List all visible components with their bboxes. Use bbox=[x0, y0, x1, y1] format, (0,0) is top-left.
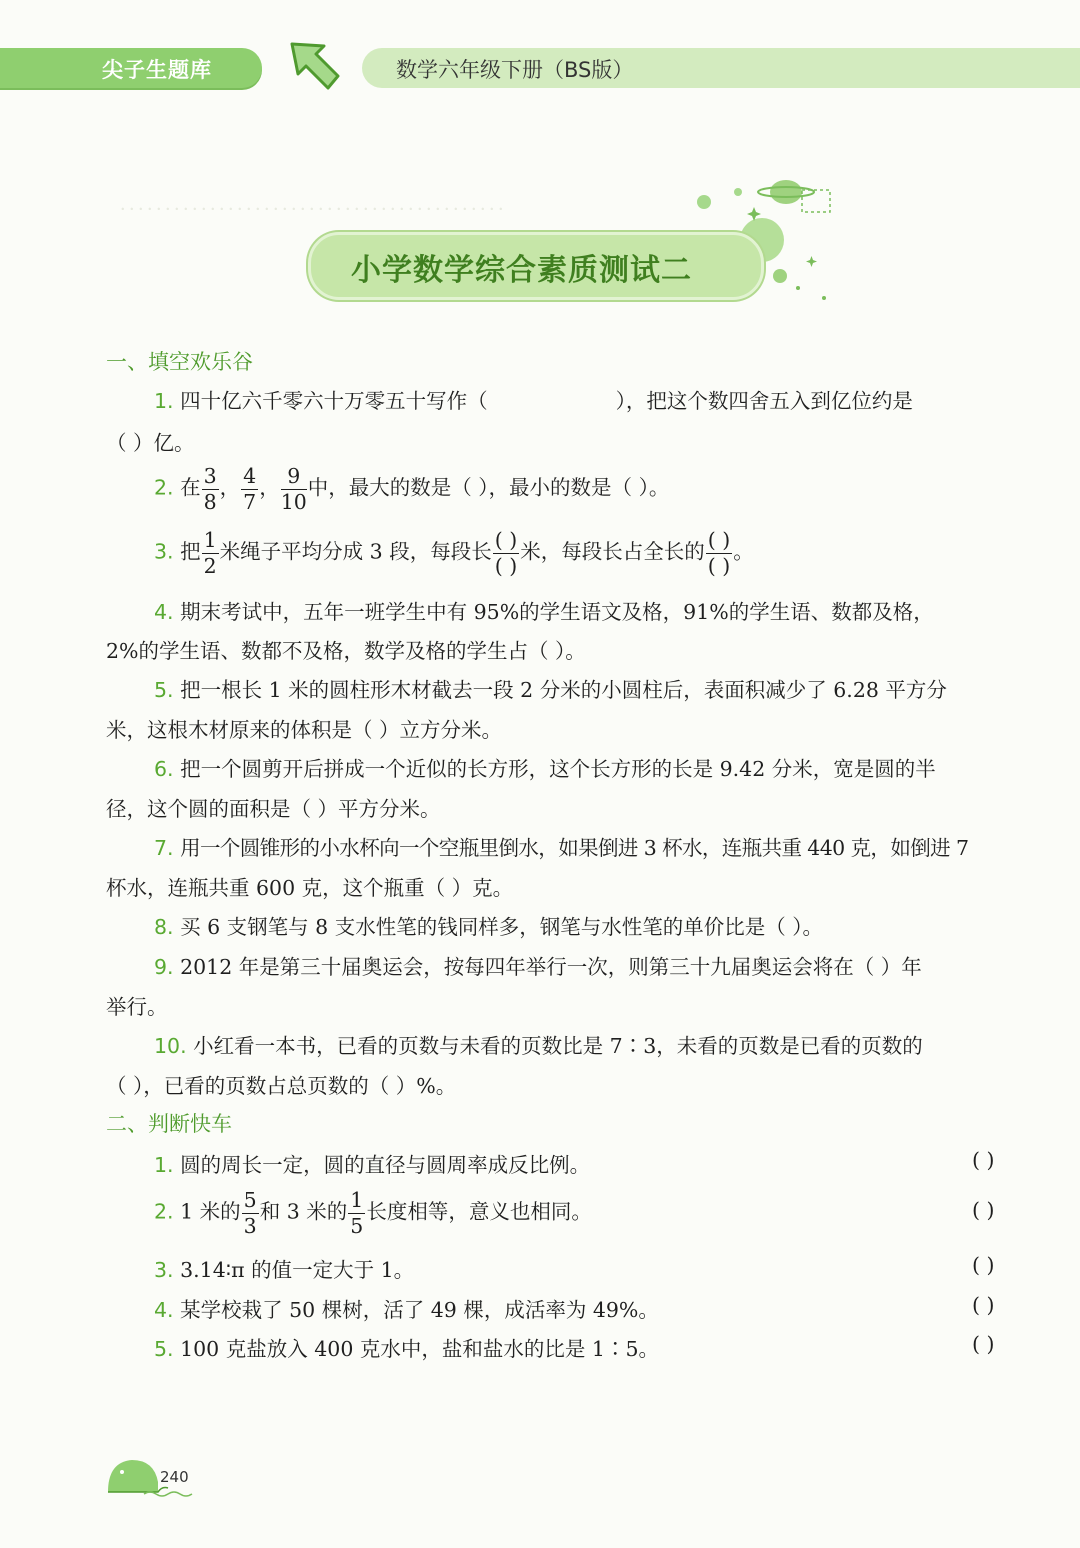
denominator-blank: ( ) bbox=[494, 553, 518, 578]
question-text: 某学校栽了 50 棵树，活了 49 棵，成活率为 49%。 bbox=[180, 1298, 659, 1322]
question-text: 100 克盐放入 400 克水中，盐和盐水的比是 1∶5。 bbox=[180, 1337, 659, 1361]
question-number: 9. bbox=[154, 955, 174, 979]
question-text: 和 3 米的 bbox=[259, 1199, 348, 1224]
arrow-icon bbox=[284, 36, 348, 96]
numerator: 5 bbox=[243, 1188, 257, 1212]
judge-item-4 bbox=[154, 1293, 659, 1323]
answer-bracket[interactable]: ( ) bbox=[972, 1198, 995, 1222]
answer-bracket[interactable]: ( ) bbox=[972, 1293, 995, 1317]
separator: ， bbox=[259, 475, 280, 500]
fraction bbox=[202, 466, 219, 512]
judge-item-2 bbox=[154, 1190, 592, 1236]
question-number: 4. bbox=[154, 1298, 174, 1322]
question-text: 2012 年是第三十届奥运会，按每四年举行一次，则第三十九届奥运会将在（ ）年 bbox=[180, 955, 922, 979]
book-label: 数学六年级下册（BS版） bbox=[396, 58, 634, 82]
fraction bbox=[348, 1190, 365, 1236]
denominator: 2 bbox=[203, 553, 217, 578]
numerator-blank: ( ) bbox=[494, 528, 518, 552]
question-text: 买 6 支钢笔与 8 支水性笔的钱同样多，钢笔与水性笔的单价比是（ ）。 bbox=[180, 915, 824, 939]
question-3 bbox=[154, 530, 754, 576]
test-title-banner bbox=[308, 232, 764, 300]
question-text: ），把这个数四舍五入到亿位约是 bbox=[615, 389, 913, 413]
question-10-line-2: （ ），已看的页数占总页数的（ ）%。 bbox=[106, 1074, 457, 1098]
bleed-through-text bbox=[120, 190, 516, 216]
header-brand-tab bbox=[0, 48, 262, 88]
question-number: 2. bbox=[154, 1199, 174, 1224]
question-4-line-2: 2%的学生语、数都不及格，数学及格的学生占（ ）。 bbox=[106, 639, 586, 663]
question-text: 。 bbox=[733, 539, 754, 564]
answer-bracket[interactable]: ( ) bbox=[972, 1148, 995, 1172]
question-text: 四十亿六千零六十万零五十写作（ bbox=[180, 389, 488, 413]
test-title: 小学数学综合素质测试二 bbox=[351, 253, 692, 288]
question-text: 在 bbox=[180, 475, 201, 500]
question-number: 5. bbox=[154, 1337, 174, 1361]
denominator: 7 bbox=[243, 489, 257, 514]
judge-item-1 bbox=[154, 1148, 590, 1178]
question-text: 期末考试中，五年一班学生中有 95%的学生语文及格，91%的学生语、数都及格， bbox=[180, 600, 934, 624]
question-6-line-2: 径，这个圆的面积是（ ）平方分米。 bbox=[106, 797, 441, 821]
numerator: 1 bbox=[350, 1188, 364, 1212]
question-text: 米，每段长占全长的 bbox=[520, 539, 705, 564]
brand-label: 尖子生题库 bbox=[102, 58, 212, 82]
question-number: 10. bbox=[154, 1034, 187, 1058]
denominator: 8 bbox=[203, 489, 217, 514]
question-text: 用一个圆锥形的小水杯向一个空瓶里倒水，如果倒进 3 杯水，连瓶共重 440 克，如倒进 7 bbox=[180, 836, 969, 860]
fraction-blank[interactable] bbox=[493, 530, 520, 576]
question-1-line-2: （ ）亿。 bbox=[106, 431, 195, 455]
fraction bbox=[242, 1190, 259, 1236]
bleed-line: ．．．．．．．．．．．．．．．．．．．．．．．．．．．．．．．．．．．．．．．．．．． bbox=[120, 194, 516, 215]
denominator: 5 bbox=[350, 1213, 364, 1238]
header-book-tab bbox=[362, 48, 1080, 88]
question-text: 1 米的 bbox=[180, 1199, 241, 1224]
question-number: 4. bbox=[154, 600, 174, 624]
question-5-line-1 bbox=[154, 673, 947, 703]
question-text: 米绳子平均分成 3 段，每段长 bbox=[219, 539, 492, 564]
question-number: 3. bbox=[154, 1258, 174, 1282]
denominator-blank: ( ) bbox=[707, 553, 731, 578]
question-text: 中，最大的数是（ ），最小的数是（ ）。 bbox=[307, 475, 670, 500]
question-9-line-1 bbox=[154, 950, 922, 980]
question-number: 5. bbox=[154, 678, 174, 702]
fraction bbox=[202, 530, 219, 576]
fraction-blank[interactable] bbox=[706, 530, 733, 576]
question-text: 圆的周长一定，圆的直径与圆周率成反比例。 bbox=[180, 1153, 591, 1177]
question-number: 1. bbox=[154, 1153, 174, 1177]
question-number: 6. bbox=[154, 757, 174, 781]
section-heading-true-false: 二、判断快车 bbox=[106, 1112, 232, 1136]
denominator: 10 bbox=[280, 489, 307, 514]
question-number: 8. bbox=[154, 915, 174, 939]
question-number: 2. bbox=[154, 475, 174, 500]
question-text: 3.14∶π 的值一定大于 1。 bbox=[180, 1258, 415, 1282]
judge-item-5 bbox=[154, 1332, 659, 1362]
section-heading-fill-in: 一、填空欢乐谷 bbox=[106, 350, 253, 374]
answer-bracket[interactable]: ( ) bbox=[972, 1253, 995, 1277]
question-text: 小红看一本书，已看的页数与未看的页数比是 7∶3，未看的页数是已看的页数的 bbox=[193, 1034, 923, 1058]
numerator: 1 bbox=[203, 528, 217, 552]
question-8 bbox=[154, 910, 823, 940]
numerator-blank: ( ) bbox=[707, 528, 731, 552]
fraction bbox=[241, 466, 258, 512]
question-4-line-1 bbox=[154, 595, 934, 625]
question-text: 把 bbox=[180, 539, 201, 564]
page-number: 240 bbox=[160, 1468, 189, 1486]
numerator: 9 bbox=[281, 466, 307, 490]
question-7-line-1 bbox=[154, 831, 968, 861]
question-number: 7. bbox=[154, 836, 174, 860]
denominator: 3 bbox=[243, 1213, 257, 1238]
separator: ， bbox=[219, 475, 241, 500]
question-5-line-2: 米，这根木材原来的体积是（ ）立方分米。 bbox=[106, 718, 503, 742]
question-text: 把一根长 1 米的圆柱形木材截去一段 2 分米的小圆柱后，表面积减少了 6.28 平方分 bbox=[180, 678, 947, 702]
numerator: 4 bbox=[243, 464, 257, 488]
fraction bbox=[281, 466, 307, 512]
question-number: 1. bbox=[154, 389, 174, 413]
question-6-line-1 bbox=[154, 752, 936, 782]
question-text: 把一个圆剪开后拼成一个近似的长方形，这个长方形的长是 9.42 分米，宽是圆的半 bbox=[180, 757, 936, 781]
judge-item-3 bbox=[154, 1253, 414, 1283]
question-number: 3. bbox=[154, 539, 174, 564]
numerator: 3 bbox=[203, 464, 217, 488]
answer-bracket[interactable]: ( ) bbox=[972, 1332, 995, 1356]
question-2 bbox=[154, 466, 669, 512]
question-7-line-2: 杯水，连瓶共重 600 克，这个瓶重（ ）克。 bbox=[106, 876, 514, 900]
question-1-line-1 bbox=[154, 384, 913, 414]
question-9-line-2: 举行。 bbox=[106, 995, 168, 1019]
question-10-line-1 bbox=[154, 1029, 923, 1059]
question-text: 长度相等，意义也相同。 bbox=[366, 1199, 592, 1224]
